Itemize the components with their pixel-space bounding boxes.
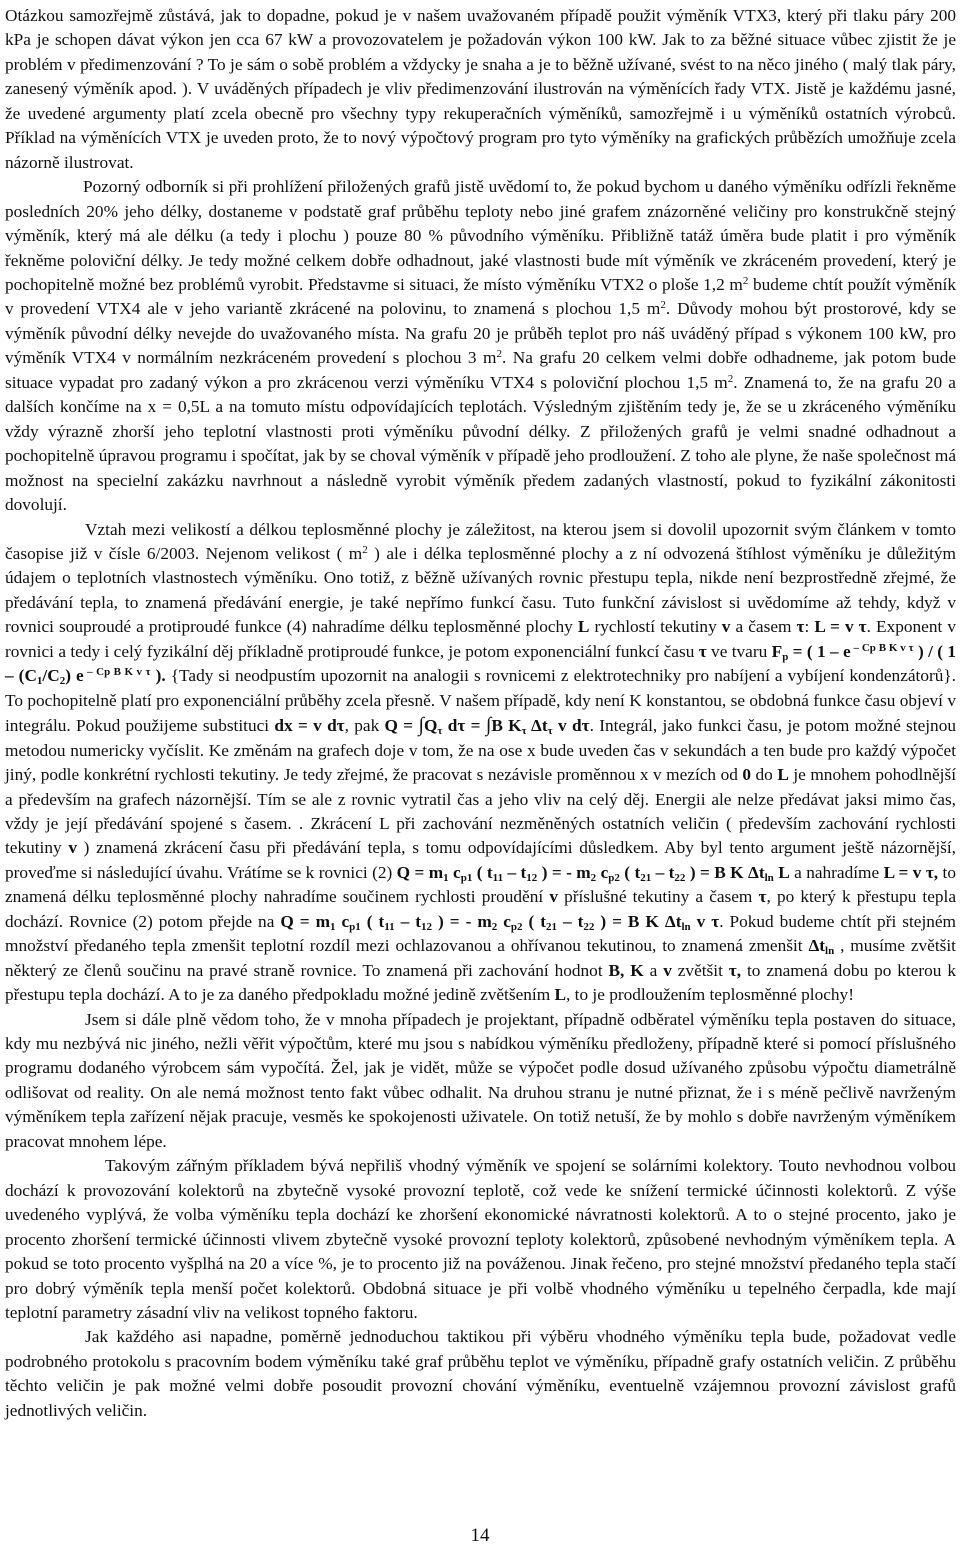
text-run: budeme chtít použít výměník v provedení VTX4 ale v jeho variantě zkrácené na polovinu, to znamená s plochou 1,5 m <box>5 274 956 319</box>
bold-run: τ, <box>728 960 742 980</box>
text-run: a nahradíme <box>789 862 884 882</box>
bold-run: Q = <box>384 716 419 736</box>
bold-run: ( t <box>360 911 385 931</box>
bold-run: Q = m <box>396 862 444 882</box>
paragraph-6 <box>5 1325 956 1423</box>
text-run: , musíme zvětšit některý ze členů součinu na pravé straně rovnice. To znamená při zachování hodnot <box>5 936 956 980</box>
paragraph-5 <box>5 1154 956 1325</box>
text-run: . Exponent v rovnici a tedy i celý fyzikální děj příkladně protiproudé funkce, je potom exponenciální funkcí času <box>5 617 957 661</box>
text-run: . Důvody mohou být prostorové, kdy se výměník původní délky nevejde do uvažovaného místa. Na grafu 20 je průběh teplot pro náš uváděný případ s výkonem 100 kW, pro výměník VTX4 v normálním nezkráceném provedení s plochou 3 m <box>5 299 957 368</box>
bold-run: ) = - m <box>537 862 591 882</box>
text-run: . Znamená to, že na grafu 20 a dalších končíme na x = 0,5L a na tomuto místu odpovídajících teplotách. Výsledným zjištěním tedy je, že se u zkráceného výměníku vždy výrazně zhorší jeho teplotní vlastnosti proti výměníku původní délky. Z přiložených grafů je velmi snadné odhadnout a pochopitelně úpravou programu i spočítat, jak by se choval výměník v případě jeho prodloužení. Z toho ale plyne, že naše společnost má možnost na specielní zakázku navrhnout a následně vyrobit výměník předem zadaných vlastností, pokud to fyzikální zákonitosti dovolují. <box>5 372 956 515</box>
text-run: ve tvaru <box>706 641 772 661</box>
text-run: Vztah mezi velikostí a délkou teplosměnné plochy je záležitost, na kterou jsem si dovolil upozornit svým článkem v tomto časopise již v čísle 6/2003. Nejenom velikost ( m <box>5 519 956 563</box>
page-number: 14 <box>470 1525 490 1546</box>
bold-run: v τ <box>690 911 720 931</box>
bold-run: ) = B K Δt <box>685 862 765 882</box>
superscript: 2 <box>727 372 734 385</box>
subscript: 12 <box>421 920 433 933</box>
paragraph-4 <box>5 1008 956 1155</box>
bold-run: v <box>721 617 731 637</box>
text-run: . Pokud budeme chtít při stejném množství předaného tepla zmenšit teplotní rozdíl mezi ochlazovanou a ohřívanou tekutinou, to znamená zmenšit <box>5 911 956 956</box>
paragraph-1 <box>5 4 956 175</box>
bold-run: – t <box>503 862 527 882</box>
subscript: 11 <box>492 871 504 884</box>
subscript: τ <box>547 725 553 738</box>
text-run: ) ale i délka teplosměnné plochy a z ní odvozená štíhlost výměníku je důležitým údajem o teplotních vlastnostech výměníku. Ono totiž, z běžně užívaných rovnic přestupu tepla, nikde není bezprostředně zřejmé, že předávání tepla, to znamená předávání energie, je také nepřímo funkcí času. Tuto funkční závislost si uvědomíme až tehdy, když v rovnici souproudé a protiproudé funkce (4) nahradíme délku teplosměnné plochy <box>5 543 956 637</box>
bold-run: L = v τ, <box>883 862 939 882</box>
text-run: Otázkou samozřejmě zůstává, jak to dopadne, pokud je v našem uvažovaném případě použit výměník VTX3, který při tlaku páry 200 kPa je schopen dávat výkon jen cca 67 kW a provozovatelem je požadován výkon 100 kW. Jak to za běžné situace vůbec zjistit že je problém v předimenzování ? To je sám o sobě problém a vždycky je snaha a je to běžně užívané, svést to na něco jiného ( malý tlak páry, zanesený výměník apod. ). V uváděných případech je vliv předimenzování ilustrován na výměnících řady VTX. Jistě je každému jasné, že uvedené argumenty platí zcela obecně pro všechny typy rekuperačních výměníků, samozřejmě i u výměníků ostatních výrobců. Příklad na výměnících VTX je uveden proto, že to nový výpočtový program pro tyto výměníky na grafických průbězích umožňuje zcela názorně ilustrovat. <box>5 6 956 172</box>
subscript: 2 <box>590 871 597 884</box>
bold-run: τ <box>796 617 805 637</box>
superscript: 2 <box>742 274 749 287</box>
subscript: p1 <box>349 920 361 933</box>
bold-run: ) e <box>65 666 84 686</box>
text-run: to znamená dobu po kterou k přestupu tepla dochází. A to je za daného předpokladu možné jedině zvětšením <box>5 960 956 1005</box>
bold-run: ( t <box>619 862 641 882</box>
text-run: je mnohem pohodlnější a především na grafech názornější. Tím se ale z rovnic vytratil čas a jeho vliv na celý děj. Energii ale nelze předávat jaksi mimo čas, vždy je její předávání spojené s časem. . Zkrácení L při zachování nezměněných ostatních veličin ( především zachování rychlosti tekutiny <box>5 765 956 858</box>
bold-run: L <box>777 765 789 785</box>
text-run: a <box>643 960 664 980</box>
bold-run: /C <box>42 666 60 686</box>
text-run: do <box>751 765 778 785</box>
bold-run: c <box>335 911 350 931</box>
integral-sign: ∫ <box>418 714 424 737</box>
superscript: – Cp B K v τ <box>83 666 151 679</box>
bold-run: Δt <box>808 936 826 956</box>
subscript: 22 <box>583 920 595 933</box>
subscript: ln <box>764 871 774 884</box>
subscript: 1 <box>330 920 336 933</box>
bold-run: v dτ <box>552 716 590 736</box>
subscript: ln <box>681 920 691 933</box>
subscript: 2 <box>59 675 66 688</box>
text-run: zvětšit <box>671 960 729 980</box>
bold-run: F <box>771 641 783 661</box>
subscript: 2 <box>491 920 498 933</box>
bold-run: ) / ( 1 – (C <box>5 641 957 686</box>
bold-run: – t <box>394 911 422 931</box>
formula-q <box>384 714 590 738</box>
text-run: . Integrál, jako funkci času, je potom možné stejnou metodou numericky vyčíslit. Ke změnám na grafech doje v tom, že na ose x bude uveden čas v sekundách a ten bude pro každý výpočet jiný, podle konkrétní rychlosti tekutiny. Je tedy zřejmé, že pracovat s nezávisle proměnnou x v mezích od <box>5 716 956 785</box>
bold-run: ) = - m <box>432 911 492 931</box>
subscript: 1 <box>443 871 449 884</box>
text-run: a časem <box>730 617 797 637</box>
bold-run: Q = m <box>280 911 330 931</box>
bold-run: = ( 1 – e <box>788 641 851 661</box>
bold-run: L = v τ <box>814 617 867 637</box>
text-run: ) znamená zkrácení času při předávání tepla, s tomu odpovídajícími důsledkem. Aby byl tento argument ještě názornější, proveďme si následující úvahu. Vrátíme se k rovnici (2) <box>5 838 956 882</box>
bold-run: v <box>549 887 558 907</box>
bold-run: L <box>577 617 590 637</box>
paragraph-3 <box>5 518 956 1008</box>
bold-run: c <box>596 862 609 882</box>
subscript: 1 <box>36 675 43 688</box>
bold-run: τ <box>698 641 707 661</box>
subscript: τ <box>437 725 443 738</box>
subscript: p1 <box>460 871 473 884</box>
bold-run: τ <box>758 887 767 907</box>
bold-run: B K <box>491 716 522 736</box>
bold-run: ) = B K Δt <box>594 911 682 931</box>
text-run: Jak každého asi napadne, poměrně jednoduchou taktikou při výběru vhodného výměníku tepla bude, požadovat vedle podrobného protokolu s pracovním bodem výměníku také graf průběhu teplot ve výměníku, případně grafy ostatních veličin. Z průběhu těchto veličin je pak možné velmi dobře posoudit provozní chování výměníku, eventuelně vzájemnou provozní závislost grafů jednotlivých veličin. <box>5 1327 956 1420</box>
text-run: , to je prodloužením teplosměnné plochy! <box>566 985 854 1005</box>
bold-run: 0 <box>742 765 752 785</box>
bold-run: v <box>68 838 77 858</box>
text-run: , pak <box>344 716 385 736</box>
superscript: 2 <box>496 348 502 361</box>
bold-run: ( t <box>472 862 493 882</box>
subscript: τ <box>521 725 527 738</box>
text-run: : <box>804 617 815 637</box>
text-run: to znamená délku teplosměnné plochy nahradíme součinem rychlosti proudění <box>5 862 956 907</box>
text-run: rychlostí tekutiny <box>589 617 722 637</box>
superscript: – Cp B K v τ <box>850 641 914 654</box>
text-run: , po který k přestupu tepla dochází. Rovnice (2) potom přejde na <box>5 887 956 931</box>
subscript: ln <box>825 945 835 958</box>
bold-run: c <box>497 911 511 931</box>
bold-run: ). <box>150 666 166 686</box>
superscript: 2 <box>660 299 666 312</box>
bold-run: B, K <box>608 960 644 980</box>
subscript: p2 <box>510 920 523 933</box>
bold-run: Δt <box>526 716 548 736</box>
bold-run: ( t <box>522 911 546 931</box>
text-run: příslušné tekutiny a časem <box>557 887 759 907</box>
bold-run: v <box>663 960 672 980</box>
bold-run: Q <box>423 716 438 736</box>
bold-run: L <box>554 985 566 1005</box>
bold-run: L <box>773 862 790 882</box>
subscript: 12 <box>526 871 538 884</box>
bold-run: – t <box>651 862 675 882</box>
subscript: 22 <box>674 871 686 884</box>
subscript: p <box>782 650 789 663</box>
text-run: . Na grafu 20 celkem velmi dobře odhadneme, jak potom bude situace vypadat pro zadaný výkon a pro zkrácenou verzi výměníku VTX4 s poloviční plochou 1,5 m <box>5 348 957 392</box>
subscript: 11 <box>384 920 395 933</box>
text-run: Pozorný odborník si při prohlížení přiložených grafů jistě uvědomí to, že pokud bychom u daného výměníku odřízli řekněme posledních 20% jeho délky, dostaneme v podstatě graf průběhu teploty nebo jiné grafem znázorněné veličiny pro konstrukčně stejný výměník, který má ale délku (a tedy i plochu ) pouze 80 % původního výměníku. Přibližně tatáž úměra bude platit i pro výměník řekněme poloviční délky. Je tedy možné celkem dobře odhadnout, jaké vlastnosti bude mít výměník ve zkráceném provedení, který je pochopitelně možné bez problémů vyrobit. Představme si situaci, že místo výměníku VTX2 o ploše 1,2 m <box>5 177 956 294</box>
formula-eq2-modified <box>280 912 719 931</box>
bold-run: – t <box>557 911 584 931</box>
bold-run: c <box>448 862 461 882</box>
formula-eq2 <box>397 863 790 882</box>
integral-sign: ∫ <box>485 714 492 737</box>
superscript: 2 <box>362 543 368 556</box>
text-run: Takovým zářným příkladem bývá nepřiliš vhodný výměník ve spojení se solárními kolektory. Touto nevhodnou volbou dochází k provozování kolektorů na zbytečně vysoké provozní teplotě, což vede ke snížení termické účinnosti kolektorů. Z výše uvedeného vyplývá, že volba výměníku tepla dochází ke zhoršení ekonomické návratnosti kolektorů. A to o stejné procento, jako je procento zhoršení termické účinnosti vlivem zbytečně vysoké provozní teploty kolektorů, způsobené nevhodným výměníkem tepla. A pokud se toto procento vyšplhá na 20 a více %, je to procento již na pováženou. Jinak řečeno, pro stejné množství předaného tepla stačí pro dobrý výměník tepla menší počet kolektorů. Obdobná situace je při volbě vhodného výměníku u tepelného čerpadla, kde mají teplotní parametry zásadní vliv na velikost topného faktoru. <box>5 1156 956 1323</box>
subscript: p2 <box>608 871 620 884</box>
subscript: 21 <box>546 920 557 933</box>
paragraph-2 <box>5 175 956 517</box>
text-run: Jsem si dále plně vědom toho, že v mnoha případech je projektant, případně odběratel výměníku tepla postaven do situace, kdy mu nezbývá nic jiného, nežli věřit výpočtům, které mu jsou s nabídkou výměníku předloženy, případně které si pomocí příslušného programu dodaného výrobcem sám vypočítá. Žel, jak je vidět, může se výpočet podle dosud užívaného způsobu výpočtu diametrálně odlišovat od reality. On ale nemá možnost tento fakt vůbec odhalit. Na druhou stranu je nutné přiznat, že i s méně pečlivě navrženým výměníkem tepla zařízení nějak pracuje, vesměs ke spokojenosti uživatele. On totiž netuší, že by mohlo s dobře navrženým výměníkem pracovat mnohem lépe. <box>5 1009 956 1151</box>
bold-run: dx = v dτ <box>274 716 345 736</box>
text-run: {Tady si neodpustím upozornit na analogii s rovnicemi z elektrotechniky pro nabíjení a vybíjení kondenzátorů}. To pochopitelně platí pro exponenciální průběhy zcela přesně. V našem případě, kdy není K konstantou, se obdobná funkce času objeví v integrálu. Pokud použijeme substituci <box>5 666 956 736</box>
bold-run: dτ = <box>442 716 486 736</box>
subscript: 21 <box>640 871 652 884</box>
